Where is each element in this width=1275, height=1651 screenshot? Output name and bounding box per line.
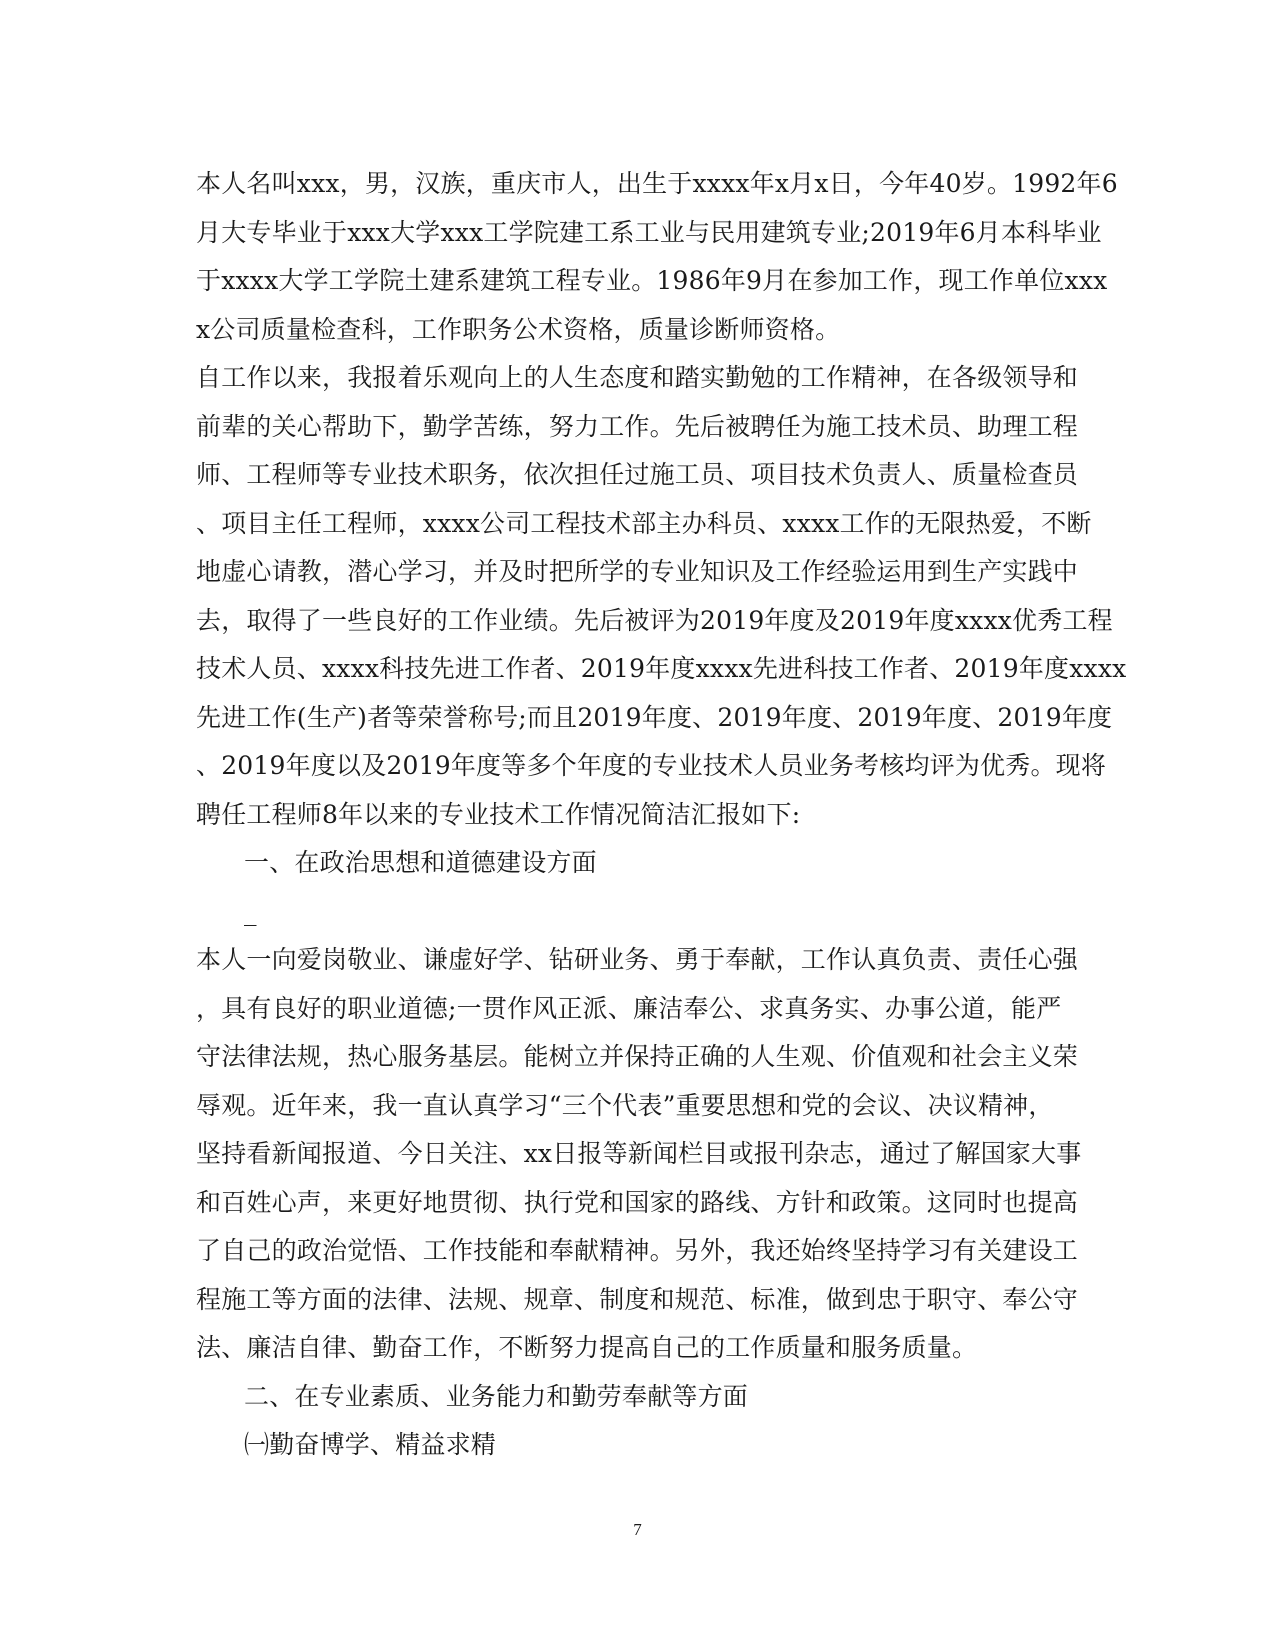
text-line: 法、廉洁自律、勤奋工作，不断努力提高自己的工作质量和服务质量。 (196, 1333, 978, 1362)
text-line: 、项目主任工程师，xxxx公司工程技术部主办科员、xxxx工作的无限热爱，不断 (196, 508, 1092, 538)
text-line: 守法律法规，热心服务基层。能树立并保持正确的人生观、价值观和社会主义荣 (196, 1042, 1079, 1071)
underscore-mark: _ (244, 896, 257, 926)
text-line: ，具有良好的职业道德;一贯作风正派、廉洁奉公、求真务实、办事公道，能严 (196, 993, 1062, 1023)
page-number: 7 (633, 1520, 642, 1539)
text-line: 地虚心请教，潜心学习，并及时把所学的专业知识及工作经验运用到生产实践中 (196, 557, 1079, 586)
text-line: 辱观。近年来，我一直认真学习“三个代表”重要思想和党的会议、决议精神， (196, 1090, 1054, 1120)
text-line: 前辈的关心帮助下，勤学苦练，努力工作。先后被聘任为施工技术员、助理工程 (196, 411, 1079, 441)
text-line: 了自己的政治觉悟、工作技能和奉献精神。另外，我还始终坚持学习有关建设工 (196, 1236, 1079, 1265)
document-body (196, 160, 1127, 1470)
text-line: 聘任工程师8年以来的专业技术工作情况简洁汇报如下: (196, 799, 801, 829)
text-line: 和百姓心声，来更好地贯彻、执行党和国家的路线、方针和政策。这同时也提高 (196, 1187, 1079, 1217)
text-line: 本人名叫xxx，男，汉族，重庆市人，出生于xxxx年x月x日，今年40岁。1992年6 (196, 169, 1118, 198)
subsection-heading-1: ㈠勤奋博学、精益求精 (244, 1430, 497, 1459)
text-line: 程施工等方面的法律、法规、规章、制度和规范、标准，做到忠于职守、奉公守 (196, 1284, 1079, 1314)
text-line: x公司质量检查科，工作职务公术资格，质量诊断师资格。 (196, 314, 841, 344)
text-line: 月大专毕业于xxx大学xxx工学院建工系工业与民用建筑专业;2019年6月本科毕业 (196, 217, 1102, 247)
text-line: 师、工程师等专业技术职务，依次担任过施工员、项目技术负责人、质量检查员 (196, 460, 1079, 489)
text-line: 于xxxx大学工学院土建系建筑工程专业。1986年9月在参加工作，现工作单位xxx (196, 266, 1108, 295)
text-line: 坚持看新闻报道、今日关注、xx日报等新闻栏目或报刊杂志，通过了解国家大事 (196, 1139, 1082, 1168)
section-heading-1: 一、在政治思想和道德建设方面 (244, 848, 597, 877)
text-line: 去，取得了一些良好的工作业绩。先后被评为2019年度及2019年度xxxx优秀工程 (196, 605, 1113, 635)
text-line: 技术人员、xxxx科技先进工作者、2019年度xxxx先进科技工作者、2019年度xxxx (196, 654, 1127, 683)
text-line: 、2019年度以及2019年度等多个年度的专业技术人员业务考核均评为优秀。现将 (196, 751, 1107, 780)
text-line: 先进工作(生产)者等荣誉称号;而且2019年度、2019年度、2019年度、2019年度 (196, 702, 1113, 732)
section-heading-2: 二、在专业素质、业务能力和勤劳奉献等方面 (244, 1381, 749, 1411)
text-line: 自工作以来，我报着乐观向上的人生态度和踏实勤勉的工作精神，在各级领导和 (196, 363, 1079, 392)
text-line: 本人一向爱岗敬业、谦虚好学、钻研业务、勇于奉献，工作认真负责、责任心强 (196, 945, 1079, 974)
